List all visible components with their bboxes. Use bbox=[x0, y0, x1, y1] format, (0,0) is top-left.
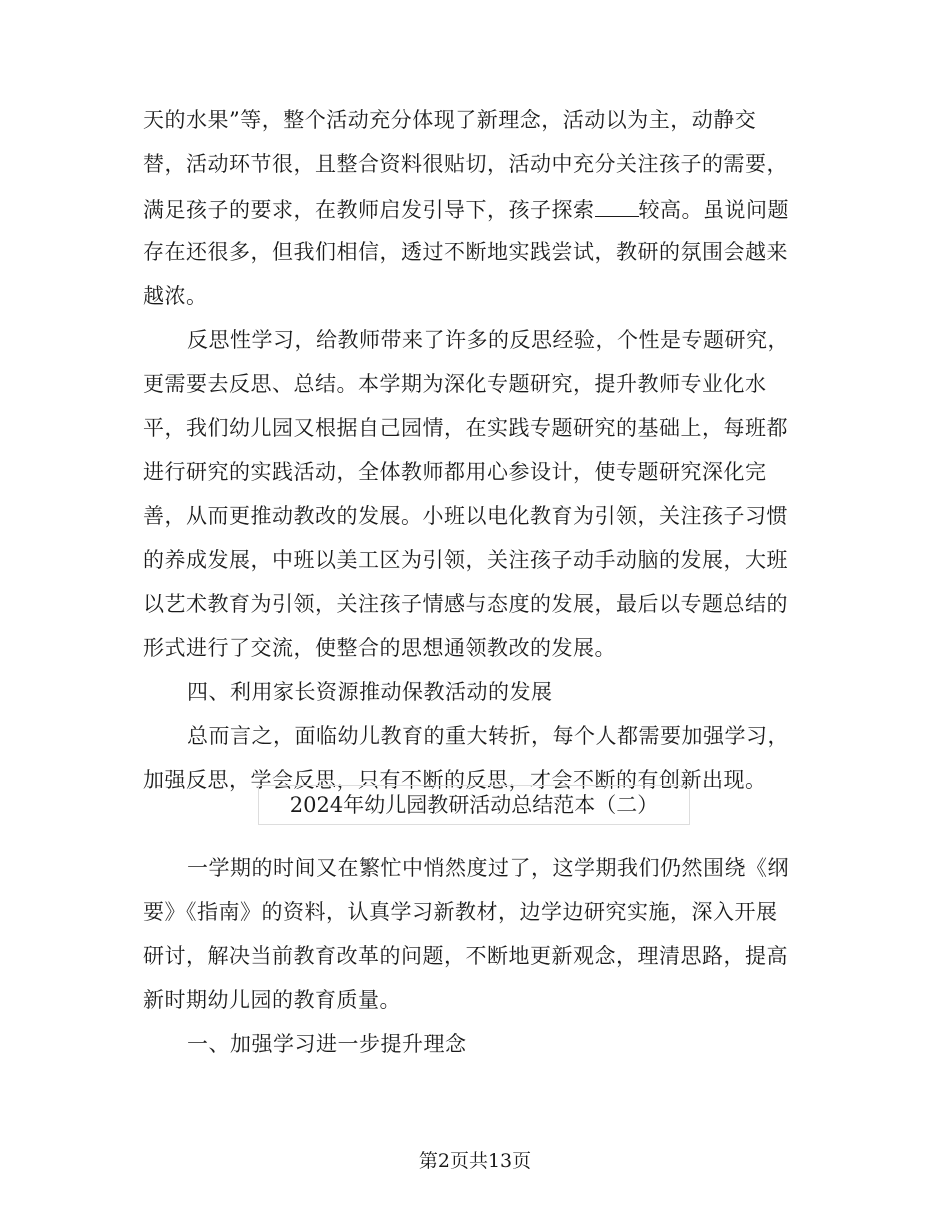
fill-in-blank bbox=[595, 198, 639, 217]
paragraph-line: 研讨，解决当前教育改革的问题，不断地更新观念，理清思路，提高 bbox=[143, 944, 788, 968]
paragraph-line: 更需要去反思、总结。本学期为深化专题研究，提升教师专业化水 bbox=[143, 372, 767, 396]
paragraph-line: 进行研究的实践活动，全体教师都用心参设计，使专题研究深化完 bbox=[143, 460, 767, 484]
paragraph-line: 新时期幼儿园的教育质量。 bbox=[143, 988, 401, 1012]
paragraph-line: 以艺术教育为引领，关注孩子情感与态度的发展，最后以专题总结的 bbox=[143, 592, 788, 616]
paragraph-line: 存在还很多，但我们相信，透过不断地实践尝试，教研的氛围会越来 bbox=[143, 240, 788, 264]
paragraph-line: 天的水果”等，整个活动充分体现了新理念，活动以为主，动静交 bbox=[143, 108, 757, 132]
section-heading: 一、加强学习进一步提升理念 bbox=[187, 1032, 467, 1056]
paragraph-line bbox=[143, 198, 789, 221]
paragraph-line: 替，活动环节很，且整合资料很贴切，活动中充分关注孩子的需要， bbox=[143, 152, 788, 176]
paragraph-line: 反思性学习，给教师带来了许多的反思经验，个性是专题研究， bbox=[187, 328, 789, 352]
document-title: 2024年幼儿园教研活动总结范本（二） bbox=[289, 793, 659, 817]
paragraph-line: 的养成发展，中班以美工区为引领，关注孩子动手动脑的发展，大班 bbox=[143, 548, 788, 572]
paragraph-line: 善，从而更推动教改的发展。小班以电化教育为引领，关注孩子习惯 bbox=[143, 504, 788, 528]
paragraph-line: 形式进行了交流，使整合的思想通领教改的发展。 bbox=[143, 636, 616, 660]
section-heading: 四、利用家长资源推动保教活动的发展 bbox=[187, 680, 553, 704]
page-number: 第2页共13页 bbox=[418, 1150, 532, 1172]
paragraph-text: 满足孩子的要求，在教师启发引导下，孩子探索 bbox=[143, 198, 595, 222]
paragraph-line: 平，我们幼儿园又根据自己园情，在实践专题研究的基础上，每班都 bbox=[143, 416, 788, 440]
paragraph-line: 一学期的时间又在繁忙中悄然度过了，这学期我们仍然围绕《纲 bbox=[187, 856, 789, 880]
paragraph-text: 较高。虽说问题 bbox=[638, 198, 789, 222]
paragraph-line: 总而言之，面临幼儿教育的重大转折，每个人都需要加强学习， bbox=[187, 724, 789, 748]
paragraph-line: 加强反思，学会反思，只有不断的反思，才会不断的有创新出现。 bbox=[143, 768, 767, 792]
paragraph-line: 越浓。 bbox=[143, 284, 208, 308]
paragraph-line: 要》《指南》的资料，认真学习新教材，边学边研究实施，深入开展 bbox=[143, 900, 778, 924]
